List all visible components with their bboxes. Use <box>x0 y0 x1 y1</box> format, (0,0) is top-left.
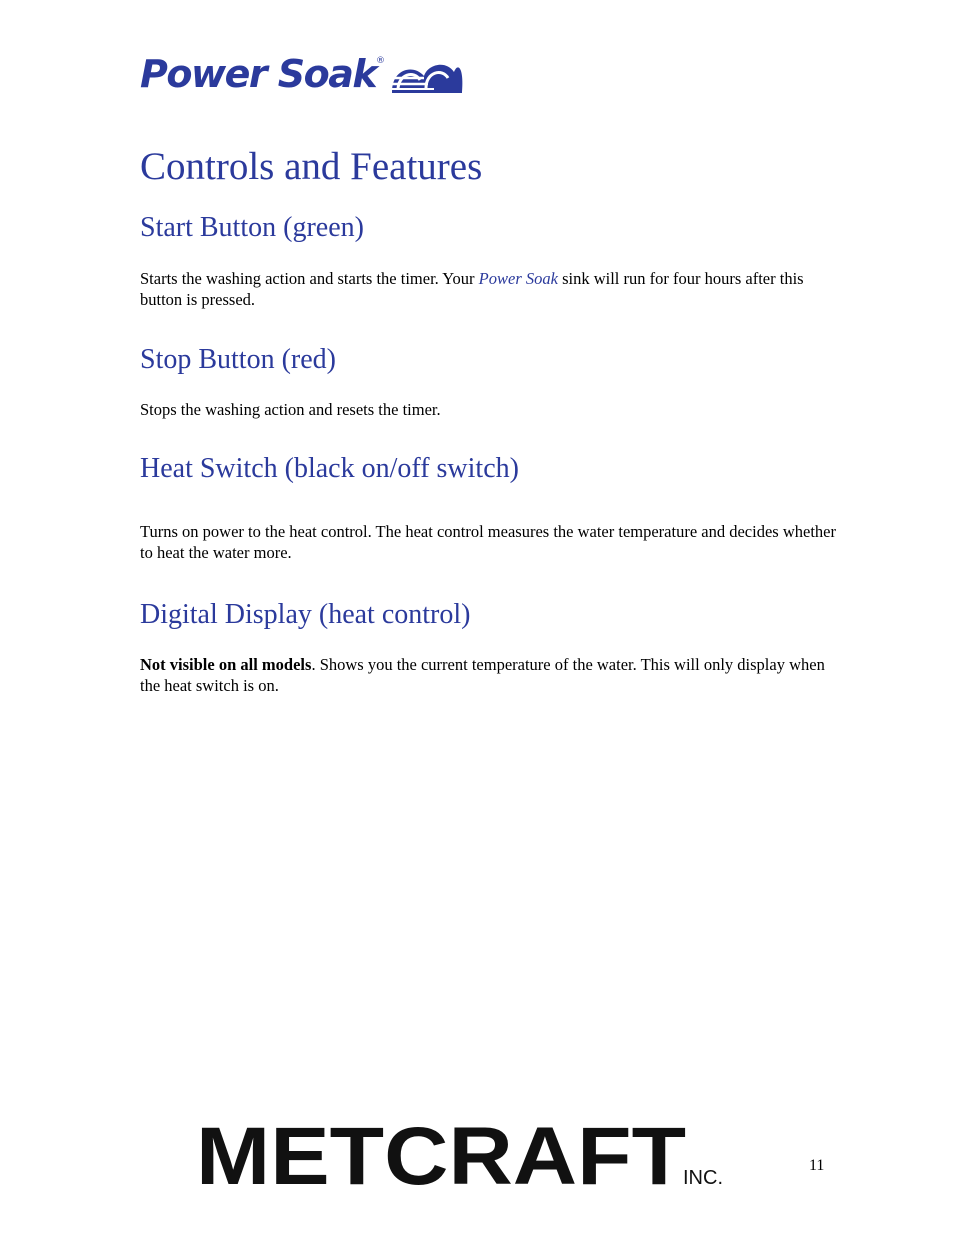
waves-icon <box>384 58 464 94</box>
heading-heat-switch: Heat Switch (black on/off switch) <box>140 453 519 484</box>
metcraft-logo <box>196 1120 736 1192</box>
start-text-after: sink will run for four hours after this button is pressed. <box>140 269 804 309</box>
start-button-description <box>140 268 840 310</box>
stop-button-description: Stops the washing action and resets the timer. <box>140 400 441 419</box>
metcraft-wordmark: METCRAFT <box>196 1120 686 1192</box>
inc-label: INC. <box>683 1167 723 1189</box>
heading-start-button: Start Button (green) <box>140 212 364 243</box>
bold-lead: Not visible on all models <box>140 655 312 674</box>
logo-wordmark: Power Soak <box>140 52 377 96</box>
heading-digital-display: Digital Display (heat control) <box>140 599 471 630</box>
brand-name-inline: Power Soak <box>478 269 558 288</box>
page-title: Controls and Features <box>140 145 483 188</box>
heading-stop-button: Stop Button (red) <box>140 344 336 375</box>
power-soak-logo <box>140 54 470 96</box>
display-text: . Shows you the current temperature of the water. This will only display when the heat switch is on. <box>140 655 825 695</box>
start-text-before: Starts the washing action and starts the timer. Your <box>140 269 479 288</box>
registered-mark: ® <box>376 56 385 66</box>
digital-display-description <box>140 654 840 696</box>
page-number: 11 <box>809 1157 825 1174</box>
heat-switch-description: Turns on power to the heat control. The heat control measures the water temperature and decides whether to heat the water more. <box>140 522 836 562</box>
